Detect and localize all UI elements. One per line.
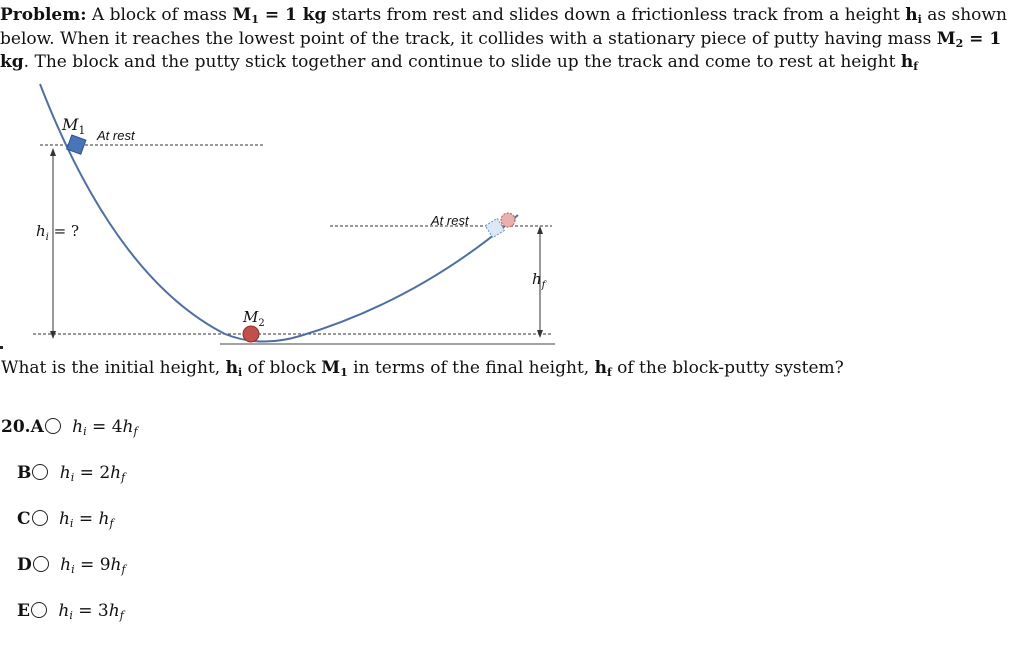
- problem-text-2: starts from rest and slides down a frictionless track from a height: [326, 5, 906, 25]
- question-hf: $h_f$: [594, 358, 612, 379]
- m1-label: $M_1$: [62, 115, 86, 137]
- radio-button-b[interactable]: [32, 464, 48, 480]
- putty-m2: [243, 326, 259, 342]
- choice-formula: $h_i = 2h_f$: [59, 463, 126, 484]
- question-text: What is the initial height, $h_i$ of block $M_1$ in terms of the final height, $h_f$ of the block-putty system?: [1, 358, 844, 379]
- choice-formula: $h_i = h_f$: [58, 509, 114, 530]
- ghost-putty: [501, 213, 515, 227]
- choice-c[interactable]: [17, 509, 114, 529]
- stray-dot: [0, 346, 3, 349]
- choice-letter: B: [17, 463, 32, 483]
- choice-formula: $h_i = 9h_f$: [60, 555, 126, 576]
- choice-d[interactable]: [17, 555, 126, 575]
- choice-a[interactable]: [1, 417, 138, 437]
- choice-letter: C: [17, 509, 31, 529]
- question-m1: $M_1$: [321, 358, 348, 379]
- hf-arrow-head-top: [537, 226, 543, 234]
- choice-letter: 20.A: [1, 417, 44, 437]
- problem-text-1: A block of mass: [86, 5, 233, 25]
- hi-arrow-head-bottom: [50, 331, 56, 339]
- hi-arrow-head-top: [50, 148, 56, 156]
- radio-button-e[interactable]: [31, 602, 47, 618]
- m2-label: $M_2$: [243, 308, 265, 329]
- choice-b[interactable]: [17, 463, 125, 483]
- radio-button-c[interactable]: [32, 510, 48, 526]
- choice-letter: E: [17, 601, 30, 621]
- radio-button-d[interactable]: [33, 556, 49, 572]
- track-diagram: [0, 78, 600, 350]
- question-hi: $h_i$: [225, 358, 243, 379]
- hf-arrow-head-bottom: [537, 330, 543, 338]
- mass-m2: $M_2 = 1$ kg: [0, 28, 1002, 72]
- mass-m1: $M_1 = 1$ kg: [232, 5, 327, 26]
- problem-statement: [0, 4, 1010, 75]
- at-rest-right-label: At rest: [431, 213, 469, 228]
- height-hf: $h_f$: [900, 52, 918, 73]
- radio-button-a[interactable]: [45, 418, 61, 434]
- hf-label: $h_f$: [532, 270, 546, 291]
- problem-lead: Problem:: [0, 5, 87, 25]
- problem-text-3: as shown below. When it reaches the lowest point of the track, it collides with a stationary piece of putty having mass: [0, 5, 1007, 49]
- choice-formula: $h_i = 4h_f$: [72, 417, 138, 438]
- at-rest-left-label: At rest: [97, 128, 135, 143]
- hi-label: $h_i$ = ?: [36, 222, 80, 243]
- problem-text-4: . The block and the putty stick together and continue to slide up the track and come to rest at height: [23, 52, 901, 72]
- choice-e[interactable]: [17, 601, 124, 621]
- choice-letter: D: [17, 555, 32, 575]
- height-hi: $h_i$: [905, 5, 922, 26]
- choice-formula: $h_i = 3h_f$: [58, 601, 124, 622]
